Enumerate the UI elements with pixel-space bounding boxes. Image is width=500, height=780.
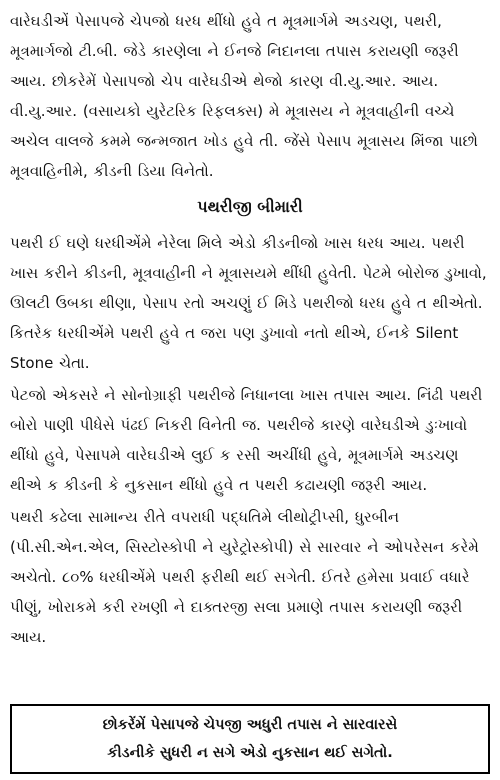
section-heading: પથરીજી બીમારી — [197, 197, 303, 216]
warning-callout-box — [10, 704, 490, 774]
paragraph-diagnosis: પેટજો એકસરે ને સોનોગ્રાફી પથરીજે નિધાનલા ખાસ તપાસ આય. નિંઢી પથરી બોરો પાણી પીધેસે પંઢઈ નિકરી વિનેતી જ. પથરીજે કારણે વારેઘડીએ ડુઃખાવો થીંધો હુવે, પેસાપમે વારેઘડીએ લુઈ ક રસી અચીંધી હુવે, મૂત્રમાર્ગમે અડચણ થીએ ક કીડની કે નુકસાન થીંધો હુવે ત પથરી કઢાયણી જરૂરી આય. — [10, 386, 483, 494]
callout-line-1: છોકરેંમેં પેસાપજે ચેપજી અધુરી તપાસ ને સારવારસે — [102, 717, 398, 733]
paragraph-symptoms: પથરી ઈ ઘણે ધરધીએંમે નેરેલા મિલે એડો કીડનીજો ખાસ ધરધ આય. પથરી ખાસ કરીને કીડની, મૂત્રવાહીની ને મૂત્રાસયમે થીંધી હુવેતી. પેટમે બોરોજ ડુખાવો, ઊલટી ઉબકા થીણા, પેસાપ રતો અચણું ઈ મિડે પથરીજો ધરધ હુવે ત થીએતો. કિતરેક ધરધીએંમે પથરી હુવે ત જરા પણ ડુખાવો નતો થીએ, ઈનકે Silent Stone ચેતા. — [10, 234, 487, 372]
intro-paragraph: વારેઘડીએં પેસાપજે ચેપજો ધરધ થીંધો હુવે ત મૂત્રમાર્ગમે અડચણ, પથરી, મૂત્રમાર્ગજો ટી.બી. જેડે કારણેલા ને ઈનજે નિદાનલા તપાસ કરાયણી જરૂરી આય. છોકરેમેં પેસાપજો ચેપ વારેઘડીએ થેજો કારણ વી.યુ.આર. આય. વી.યુ.આર. (વસાયકો યુરેટરિક રિફલક્સ) મે મૂત્રાસય ને મૂત્રવાહીની વચ્ચે અચેલ વાલજે કમમે જન્મજાત ખોડ હુવે તી. જેંસે પેસાપ મૂત્રાસય મિંજા પાછો મૂત્રવાહિનીમે, કીડની ડિયા વિનેતો. — [10, 12, 478, 180]
paragraph-treatment: પથરી કઢેલા સામાન્ય રીતે વપરાધી પદ્ધતિમે લીથોટ્રીપ્સી, ધુરબીન (પી.સી.એન.એલ, સિસ્ટોસ્કોપી ને યુરેટ્રોસ્કોપી) સે સારવાર ને ઓપરેસન કરેમે અચેતો. ૮૦% ધરધીએંમે પથરી ફરીથી થઈ સગેતી. ઈતરે હમેસા પ્રવાઈ વધારે પીણું, ખોરાકમે કરી રખણી ને દાક્તરજી સલા પ્રમાણે તપાસ કરાયણી જરૂરી આય. — [10, 508, 479, 646]
callout-line-2: કીડનીકે સુધરી ન સગે એડો નુકસાન થઈ સગેતો. — [107, 745, 393, 761]
